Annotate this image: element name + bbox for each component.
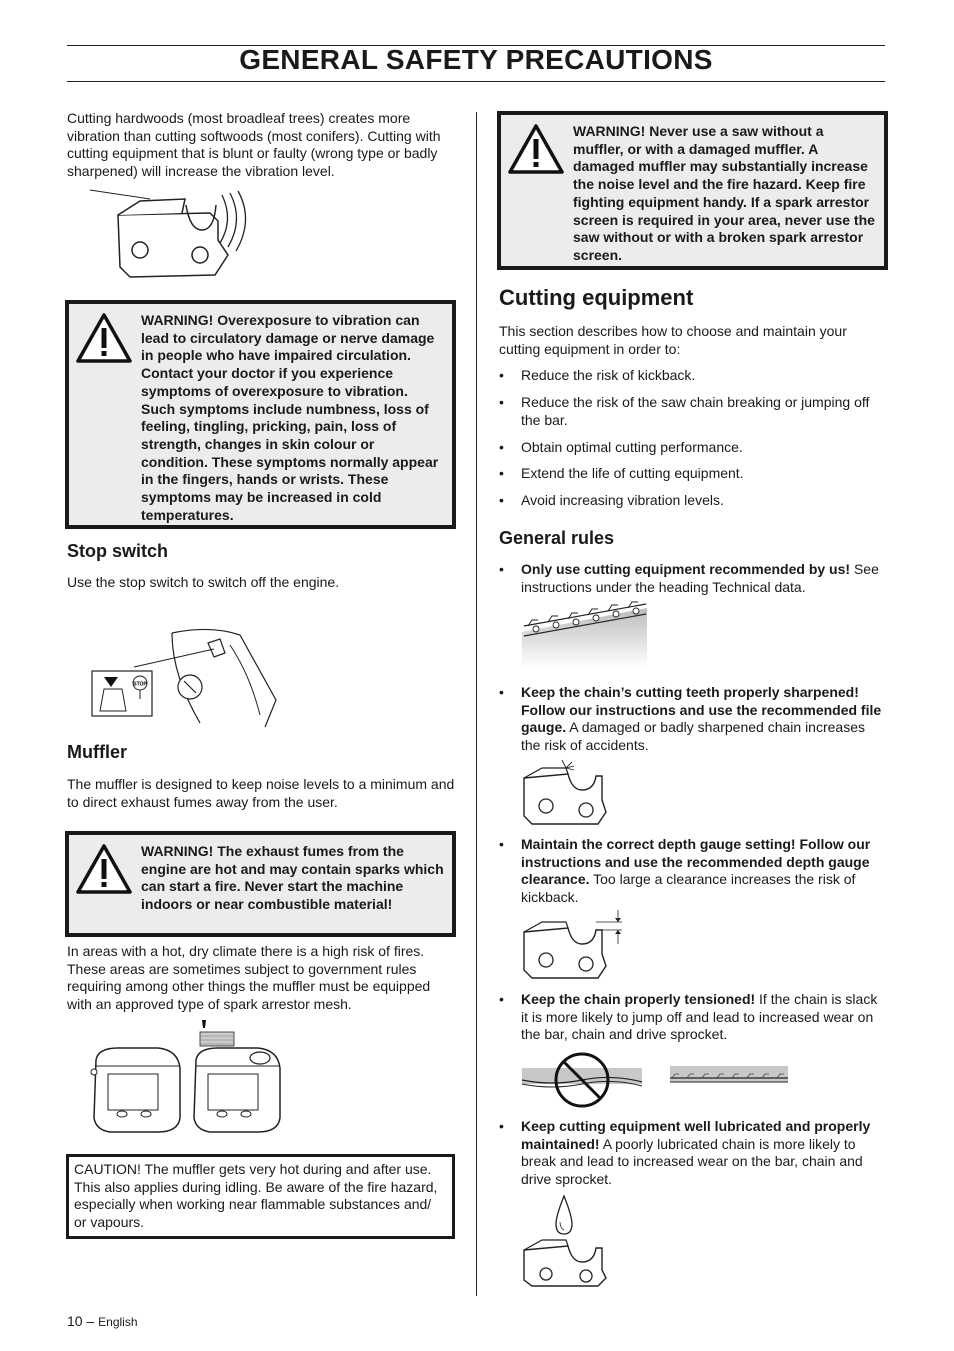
rule-bold-text: Only use cutting equipment recommended by us! bbox=[521, 561, 851, 577]
header-bottom-rule bbox=[67, 81, 885, 82]
caution-text: CAUTION! The muffler gets very hot during and after use. This also applies during idling. Be aware of the fire hazard, especially when working near flammable substances and/ or vapours. bbox=[74, 1161, 438, 1230]
footer bbox=[67, 1313, 138, 1329]
list-item-text: Reduce the risk of the saw chain breaking or jumping off the bar. bbox=[521, 394, 870, 428]
page-number: 10 – bbox=[67, 1313, 95, 1329]
bullet-dot: • bbox=[499, 1118, 504, 1134]
chain-bar-illustration bbox=[522, 602, 650, 670]
chain-vibration-illustration bbox=[90, 185, 255, 280]
warning-exhaust-text: WARNING! The exhaust fumes from the engine are hot and may contain sparks which can start a fire. Never start the machine indoors or near combustible material! bbox=[141, 843, 444, 913]
bullet-dot: • bbox=[499, 991, 504, 1007]
depth-gauge-illustration bbox=[522, 910, 632, 980]
stop-switch-illustration bbox=[90, 605, 280, 730]
oil-drop-icon bbox=[556, 1196, 572, 1234]
rule-bold-text: Maintain the correct depth gauge setting! Follow our instructions and use the recommended depth gauge clearance. bbox=[521, 836, 871, 887]
rule-text: A poorly lubricated chain is more likely to break and lead to increased wear on the bar, chain and drive sprocket. bbox=[521, 1135, 863, 1187]
sharpened-tooth-illustration bbox=[522, 760, 612, 826]
caution-box bbox=[66, 1154, 455, 1239]
list-item-text: Avoid increasing vibration levels. bbox=[521, 492, 724, 508]
cutting-equipment-heading: Cutting equipment bbox=[499, 285, 694, 310]
bullet-dot: • bbox=[499, 367, 504, 383]
list-item-text: Obtain optimal cutting performance. bbox=[521, 439, 743, 455]
bullet-dot: • bbox=[499, 394, 504, 410]
rule-bold-text: Keep the chain properly tensioned! bbox=[521, 991, 756, 1007]
stop-switch-heading: Stop switch bbox=[67, 541, 169, 561]
warning-muffler-text: WARNING! Never use a saw without a muffler, or with a damaged muffler. A damaged muffler may substantially increase the noise level and the fire hazard. Keep fire fighting equipment handy. If a spark arrestor screen is required in your area, never use the saw without or with a broken spark arrestor screen. bbox=[573, 123, 875, 263]
footer-language: English bbox=[98, 1315, 138, 1329]
rule-bold-text: Keep cutting equipment well lubricated and properly maintained! bbox=[521, 1118, 871, 1152]
warning-triangle-icon bbox=[75, 843, 133, 895]
rule-text: A damaged or badly sharpened chain increases the risk of accidents. bbox=[521, 719, 865, 753]
warning-exhaust-box bbox=[65, 831, 456, 937]
column-divider bbox=[476, 112, 477, 1296]
stop-switch-text: Use the stop switch to switch off the engine. bbox=[67, 574, 340, 590]
rule-text: See instructions under the heading Technical data. bbox=[521, 561, 879, 595]
chain-tension-illustration bbox=[522, 1050, 790, 1108]
bullet-dot: • bbox=[499, 465, 504, 481]
vibration-intro-text: Cutting hardwoods (most broadleaf trees) creates more vibration than cutting softwoods (most conifers). Cutting with cutting equipment that is blunt or faulty (wrong type or badly sharpened) will increase the vibration level. bbox=[67, 110, 441, 179]
general-rules-heading: General rules bbox=[499, 528, 615, 548]
bullet-dot: • bbox=[499, 561, 504, 577]
warning-triangle-icon bbox=[75, 312, 133, 364]
muffler-text: The muffler is designed to keep noise levels to a minimum and to direct exhaust fumes away from the user. bbox=[67, 776, 455, 810]
rule-bold-text: Keep the chain’s cutting teeth properly sharpened! Follow our instructions and use the recommended file gauge. bbox=[521, 684, 882, 735]
lubrication-illustration bbox=[522, 1194, 612, 1288]
list-item-text: Reduce the risk of kickback. bbox=[521, 367, 696, 383]
page-title: GENERAL SAFETY PRECAUTIONS bbox=[239, 44, 713, 75]
warning-vibration-box bbox=[65, 300, 456, 529]
stop-sign-label: STOP bbox=[133, 681, 147, 688]
fire-risk-text: In areas with a hot, dry climate there is a high risk of fires. These areas are sometimes subject to government rules requiring among other things the muffler must be equipped with an approved type of spark arrestor mesh. bbox=[67, 943, 431, 1012]
rule-text: Too large a clearance increases the risk of kickback. bbox=[521, 871, 856, 905]
bullet-dot: • bbox=[499, 836, 504, 852]
bullet-dot: • bbox=[499, 439, 504, 455]
rule-text: If the chain is slack it is more likely to jump off and lead to increased wear on the bar, chain and drive sprocket. bbox=[521, 991, 878, 1042]
warning-muffler-box bbox=[497, 111, 888, 270]
muffler-heading: Muffler bbox=[67, 742, 127, 762]
bullet-dot: • bbox=[499, 492, 504, 508]
warning-triangle-icon bbox=[507, 123, 565, 175]
warning-vibration-text: WARNING! Overexposure to vibration can lead to circulatory damage or nerve damage in people who have impaired circulation. Contact your doctor if you experience symptoms of overexposure to vibration. Such symptoms include numbness, loss of feeling, tingling, pricking, pain, loss of strength, changes in skin colour or condition. These symptoms normally appear in the fingers, hands or wrists. These symptoms may be increased in cold temperatures. bbox=[141, 312, 439, 523]
bullet-dot: • bbox=[499, 684, 504, 700]
list-item-text: Extend the life of cutting equipment. bbox=[521, 465, 744, 481]
muffler-illustration bbox=[88, 1018, 288, 1138]
cutting-intro-text: This section describes how to choose and maintain your cutting equipment in order to: bbox=[499, 323, 847, 357]
